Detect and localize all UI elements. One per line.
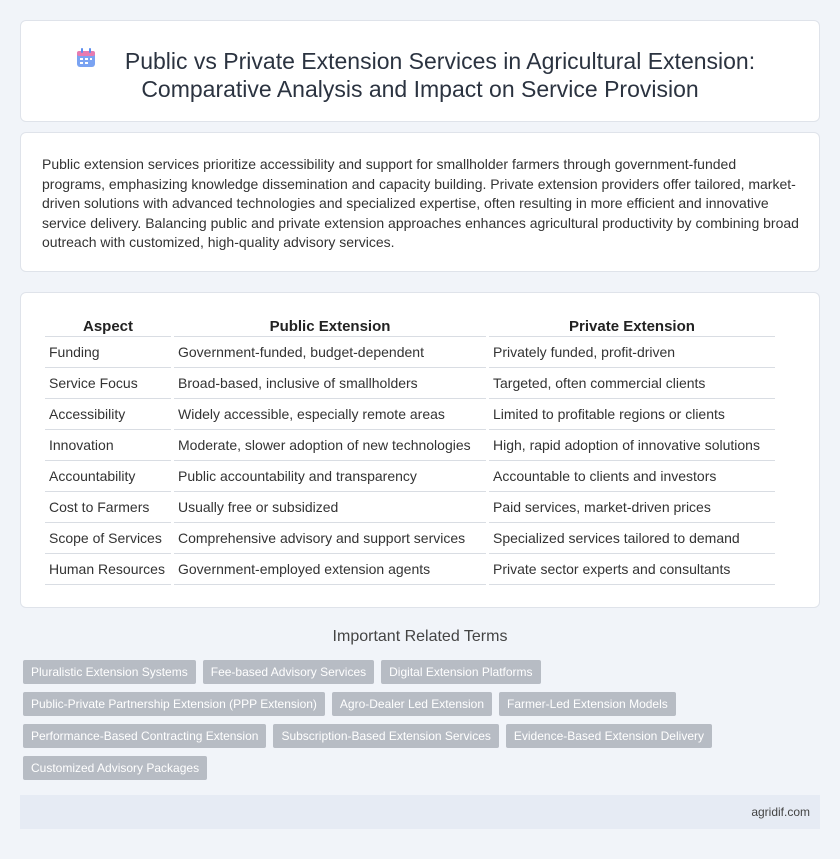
header-public: Public Extension bbox=[174, 316, 486, 337]
page-title bbox=[21, 47, 819, 103]
cell-aspect: Cost to Farmers bbox=[45, 492, 171, 523]
related-term-tag[interactable]: Evidence-Based Extension Delivery bbox=[506, 724, 712, 748]
table-row bbox=[45, 492, 775, 523]
tag-row bbox=[23, 692, 803, 716]
cell-aspect: Human Resources bbox=[45, 554, 171, 585]
related-terms-list bbox=[23, 660, 803, 788]
related-term-tag[interactable]: Agro-Dealer Led Extension bbox=[332, 692, 492, 716]
footer bbox=[20, 795, 820, 829]
related-term-tag[interactable]: Pluralistic Extension Systems bbox=[23, 660, 196, 684]
cell-private: Limited to profitable regions or clients bbox=[489, 399, 775, 430]
cell-aspect: Funding bbox=[45, 337, 171, 368]
cell-private: Paid services, market-driven prices bbox=[489, 492, 775, 523]
intro-text: Public extension services prioritize accessibility and support for smallholder farmers through government-funded programs, emphasizing knowledge dissemination and capacity building. Private extension providers offer tailored, market-driven solutions with advanced technologies and specialized expertise, often resulting in more efficient and innovative service delivery. Balancing public and private extension approaches enhances agricultural productivity by combining broad outreach with customized, high-quality advisory services. bbox=[42, 156, 799, 250]
footer-site-link[interactable]: agridif.com bbox=[751, 805, 810, 819]
table-row bbox=[45, 461, 775, 492]
table-row bbox=[45, 430, 775, 461]
table-header-row bbox=[45, 316, 775, 337]
cell-private: Private sector experts and consultants bbox=[489, 554, 775, 585]
cell-aspect: Service Focus bbox=[45, 368, 171, 399]
cell-private: Accountable to clients and investors bbox=[489, 461, 775, 492]
cell-public: Broad-based, inclusive of smallholders bbox=[174, 368, 486, 399]
related-term-tag[interactable]: Farmer-Led Extension Models bbox=[499, 692, 676, 716]
related-term-tag[interactable]: Fee-based Advisory Services bbox=[203, 660, 374, 684]
table-row bbox=[45, 523, 775, 554]
cell-public: Widely accessible, especially remote areas bbox=[174, 399, 486, 430]
related-terms-title: Important Related Terms bbox=[332, 628, 508, 645]
cell-aspect: Accessibility bbox=[45, 399, 171, 430]
tag-row bbox=[23, 724, 803, 748]
page-title-line1: Public vs Private Extension Services in Agricultural Extension: bbox=[124, 48, 756, 74]
cell-private: High, rapid adoption of innovative solutions bbox=[489, 430, 775, 461]
cell-aspect: Scope of Services bbox=[45, 523, 171, 554]
header-private: Private Extension bbox=[489, 316, 775, 337]
tag-row bbox=[23, 660, 803, 684]
page-title-line2: Comparative Analysis and Impact on Service Provision bbox=[141, 76, 699, 102]
table-row bbox=[45, 368, 775, 399]
comparison-table bbox=[42, 316, 778, 585]
cell-public: Government-funded, budget-dependent bbox=[174, 337, 486, 368]
header-card bbox=[20, 20, 820, 122]
cell-public: Usually free or subsidized bbox=[174, 492, 486, 523]
cell-private: Privately funded, profit-driven bbox=[489, 337, 775, 368]
related-term-tag[interactable]: Performance-Based Contracting Extension bbox=[23, 724, 266, 748]
table-row bbox=[45, 554, 775, 585]
cell-private: Targeted, often commercial clients bbox=[489, 368, 775, 399]
table-row bbox=[45, 399, 775, 430]
header-aspect: Aspect bbox=[45, 316, 171, 337]
related-term-tag[interactable]: Customized Advisory Packages bbox=[23, 756, 207, 780]
related-term-tag[interactable]: Public-Private Partnership Extension (PPP Extension) bbox=[23, 692, 325, 716]
cell-public: Comprehensive advisory and support services bbox=[174, 523, 486, 554]
table-row bbox=[45, 337, 775, 368]
cell-aspect: Innovation bbox=[45, 430, 171, 461]
cell-public: Government-employed extension agents bbox=[174, 554, 486, 585]
related-term-tag[interactable]: Digital Extension Platforms bbox=[381, 660, 540, 684]
cell-private: Specialized services tailored to demand bbox=[489, 523, 775, 554]
cell-public: Public accountability and transparency bbox=[174, 461, 486, 492]
related-term-tag[interactable]: Subscription-Based Extension Services bbox=[273, 724, 498, 748]
comparison-table-card bbox=[20, 292, 820, 608]
tag-row bbox=[23, 756, 803, 780]
intro-card bbox=[20, 132, 820, 272]
cell-aspect: Accountability bbox=[45, 461, 171, 492]
cell-public: Moderate, slower adoption of new technologies bbox=[174, 430, 486, 461]
